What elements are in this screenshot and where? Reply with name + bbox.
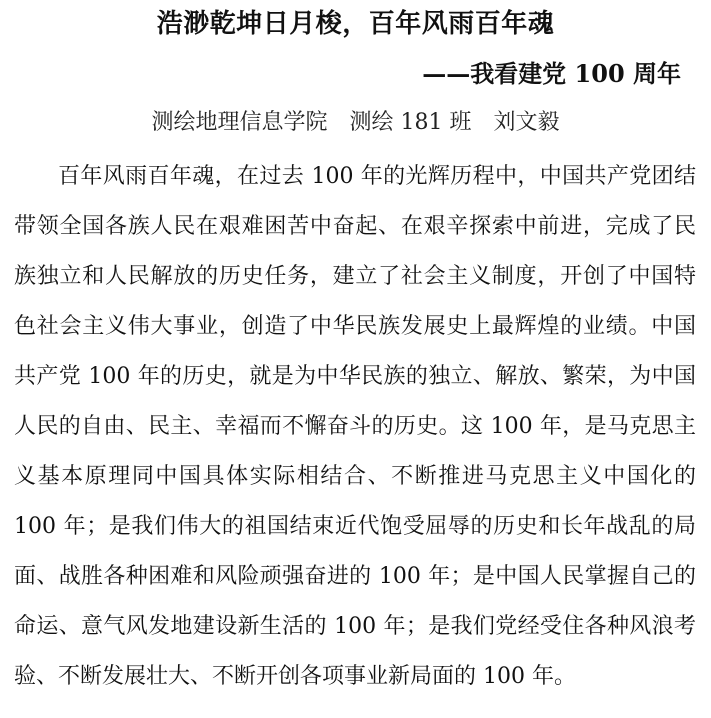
paragraph-line: 族独立和人民解放的历史任务，建立了社会主义制度，开创了中国特	[14, 264, 696, 289]
paragraph-line: 命运、意气风发地建设新生活的 100 年；是我们党经受住各种风浪考	[14, 614, 696, 639]
paragraph-line: 带领全国各族人民在艰难困苦中奋起、在艰辛探索中前进，完成了民	[14, 214, 696, 239]
author-class: 测绘 181 班	[349, 110, 472, 135]
paragraph-line: 百年风雨百年魂，在过去 100 年的光辉历程中，中国共产党团结	[58, 164, 696, 189]
paragraph-line: 100 年；是我们伟大的祖国结束近代饱受屈辱的历史和长年战乱的局	[14, 514, 696, 539]
author-school: 测绘地理信息学院	[151, 110, 328, 135]
essay-paragraph	[14, 152, 696, 702]
paragraph-line: 共产党 100 年的历史，就是为中华民族的独立、解放、繁荣，为中国	[14, 364, 696, 389]
essay-subtitle: ——我看建党 100 周年	[422, 59, 681, 88]
paragraph-line: 色社会主义伟大事业，创造了中华民族发展史上最辉煌的业绩。中国	[14, 314, 696, 339]
essay-title: 浩渺乾坤日月梭，百年风雨百年魂	[156, 9, 555, 39]
paragraph-line: 义基本原理同中国具体实际相结合、不断推进马克思主义中国化的	[14, 464, 696, 489]
author-name: 刘文毅	[493, 110, 560, 135]
paragraph-line: 面、战胜各种困难和风险顽强奋进的 100 年；是中国人民掌握自己的	[14, 564, 696, 589]
paragraph-line: 人民的自由、民主、幸福而不懈奋斗的历史。这 100 年，是马克思主	[14, 414, 696, 439]
paragraph-line: 验、不断发展壮大、不断开创各项事业新局面的 100 年。	[14, 664, 576, 689]
author-line	[0, 103, 711, 143]
